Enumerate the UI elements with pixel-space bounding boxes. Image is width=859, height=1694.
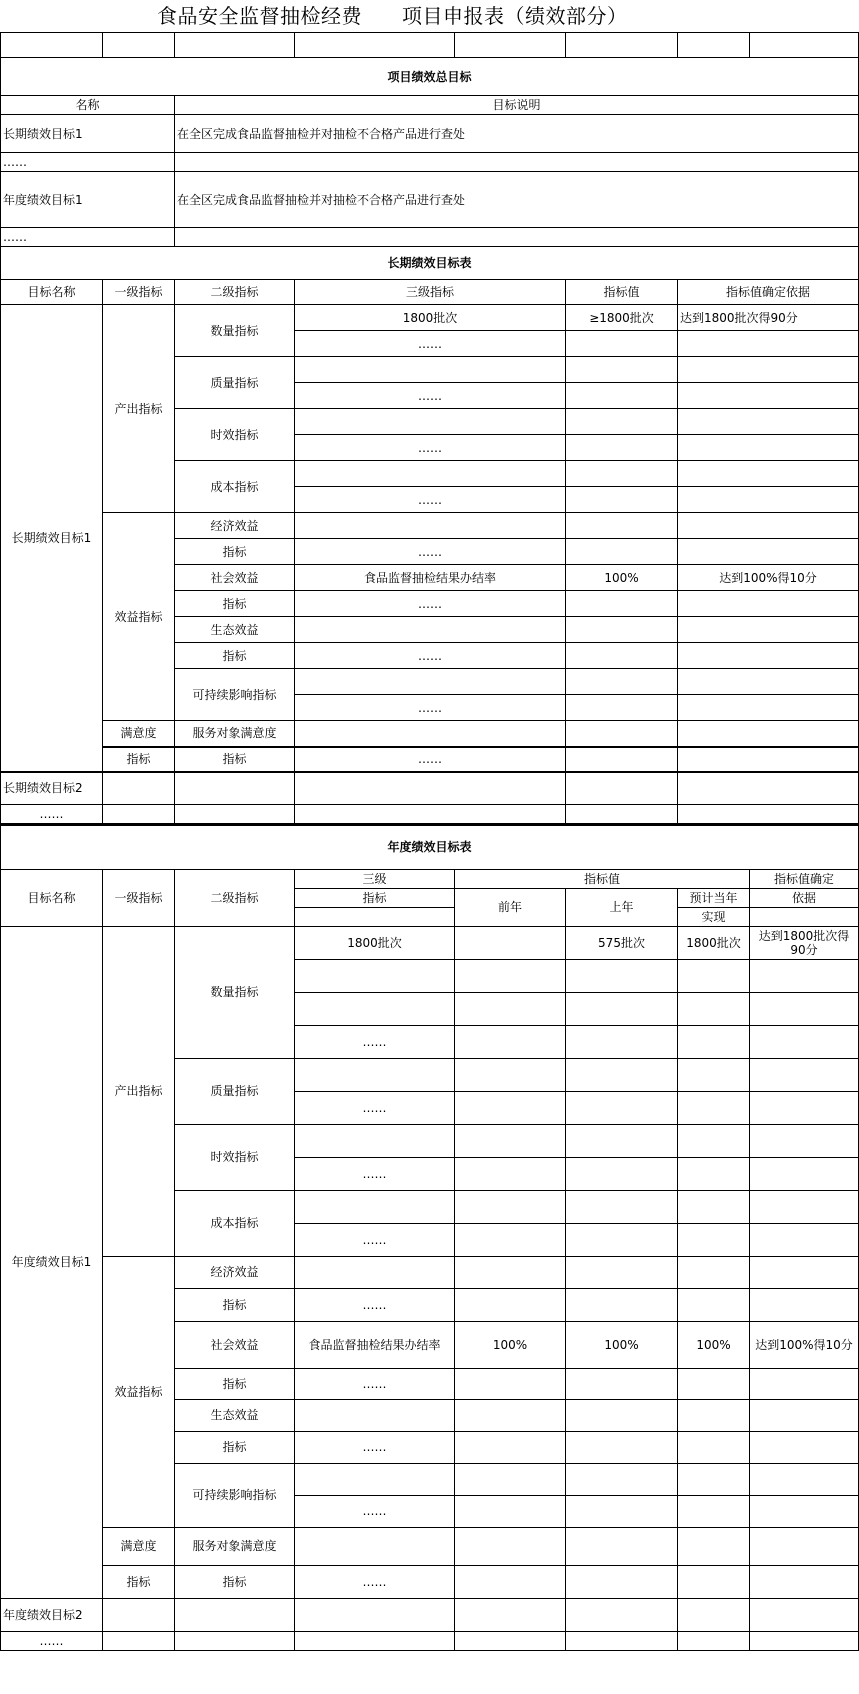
an-indicator: 指标 xyxy=(103,1565,175,1598)
longterm-section-title: 长期绩效目标表 xyxy=(1,247,859,280)
an-quantity-label: 数量指标 xyxy=(175,926,295,1058)
summary-row-name: …… xyxy=(1,228,175,247)
lt-quantity-value: ≥1800批次 xyxy=(566,305,678,331)
an-ellipsis: …… xyxy=(295,1025,455,1058)
an-indicator: 指标 xyxy=(175,1431,295,1463)
lt-output-label: 产出指标 xyxy=(103,305,175,513)
an-quality-label: 质量指标 xyxy=(175,1058,295,1124)
an-social-prev2: 100% xyxy=(455,1321,566,1368)
lt-ellipsis: …… xyxy=(295,331,566,357)
an-ellipsis: …… xyxy=(295,1431,455,1463)
an-ellipsis: …… xyxy=(295,1091,455,1124)
an-ellipsis: …… xyxy=(295,1368,455,1399)
lt-ellipsis: …… xyxy=(295,591,566,617)
lt-indicator: 指标 xyxy=(103,747,175,772)
summary-row-desc: 在全区完成食品监督抽检并对抽检不合格产品进行查处 xyxy=(175,172,859,228)
an-indicator: 指标 xyxy=(175,1368,295,1399)
summary-row xyxy=(1,228,859,247)
header-basis-top: 指标值确定 xyxy=(750,869,859,888)
lt-ellipsis: …… xyxy=(295,539,566,565)
lt-quantity-label: 数量指标 xyxy=(175,305,295,357)
lt-benefit-label: 效益指标 xyxy=(103,513,175,721)
lt-indicator: 指标 xyxy=(175,747,295,772)
annual-goal2: 年度绩效目标2 xyxy=(1,1598,103,1631)
an-ellipsis: …… xyxy=(295,1157,455,1190)
header-value: 指标值 xyxy=(566,280,678,305)
header-goal: 目标名称 xyxy=(1,280,103,305)
header-level2: 二级指标 xyxy=(175,280,295,305)
header-prev1: 上年 xyxy=(566,888,678,926)
page-title xyxy=(0,0,859,32)
lt-ellipsis: …… xyxy=(295,487,566,513)
an-quantity-l3: 1800批次 xyxy=(295,926,455,959)
lt-cost-label: 成本指标 xyxy=(175,461,295,513)
an-economic-label: 经济效益 xyxy=(175,1256,295,1288)
header-basis: 指标值确定依据 xyxy=(678,280,859,305)
header-goal: 目标名称 xyxy=(1,869,103,926)
annual-section-title: 年度绩效目标表 xyxy=(1,825,859,869)
lt-ecological-label: 生态效益 xyxy=(175,617,295,643)
an-service-satisfaction: 服务对象满意度 xyxy=(175,1527,295,1565)
title-part1: 食品安全监督抽检经费 xyxy=(157,4,362,28)
annual-header-row xyxy=(1,869,859,888)
upper-table xyxy=(0,32,859,824)
longterm-goal1: 长期绩效目标1 xyxy=(1,305,103,772)
header-curr-bottom: 实现 xyxy=(678,907,750,926)
an-social-curr: 100% xyxy=(678,1321,750,1368)
an-quantity-basis: 达到1800批次得90分 xyxy=(750,926,859,959)
an-cost-label: 成本指标 xyxy=(175,1190,295,1256)
an-benefit-label: 效益指标 xyxy=(103,1256,175,1527)
lt-quality-label: 质量指标 xyxy=(175,357,295,409)
an-satisfaction-label: 满意度 xyxy=(103,1527,175,1565)
summary-row xyxy=(1,115,859,153)
header-prev2: 前年 xyxy=(455,888,566,926)
lt-social-basis: 达到100%得10分 xyxy=(678,565,859,591)
an-quantity-prev1: 575批次 xyxy=(566,926,678,959)
lt-social-value: 100% xyxy=(566,565,678,591)
summary-row xyxy=(1,153,859,172)
header-level3-bottom: 指标 xyxy=(295,888,455,907)
summary-row xyxy=(1,172,859,228)
longterm-goal2: 长期绩效目标2 xyxy=(1,772,103,805)
lt-timeliness-label: 时效指标 xyxy=(175,409,295,461)
an-ellipsis: …… xyxy=(295,1565,455,1598)
an-sustainable-label: 可持续影响指标 xyxy=(175,1463,295,1527)
lt-ellipsis: …… xyxy=(295,383,566,409)
lt-quantity-l3: 1800批次 xyxy=(295,305,566,331)
an-ellipsis: …… xyxy=(295,1288,455,1321)
lt-ellipsis: …… xyxy=(295,747,566,772)
lt-indicator: 指标 xyxy=(175,591,295,617)
summary-section-title: 项目绩效总目标 xyxy=(1,58,859,96)
an-social-label: 社会效益 xyxy=(175,1321,295,1368)
longterm-header-row xyxy=(1,280,859,305)
summary-col-desc: 目标说明 xyxy=(175,96,859,115)
an-indicator: 指标 xyxy=(175,1288,295,1321)
summary-row-desc xyxy=(175,228,859,247)
header-level3: 三级指标 xyxy=(295,280,566,305)
header-level1: 一级指标 xyxy=(103,869,175,926)
an-indicator: 指标 xyxy=(175,1565,295,1598)
annual-table xyxy=(0,824,859,1651)
header-value: 指标值 xyxy=(455,869,750,888)
lt-social-l3: 食品监督抽检结果办结率 xyxy=(295,565,566,591)
summary-row-name: 年度绩效目标1 xyxy=(1,172,175,228)
an-quantity-curr: 1800批次 xyxy=(678,926,750,959)
lt-quantity-basis: 达到1800批次得90分 xyxy=(678,305,859,331)
an-social-prev1: 100% xyxy=(566,1321,678,1368)
an-output-label: 产出指标 xyxy=(103,926,175,1256)
an-ecological-label: 生态效益 xyxy=(175,1399,295,1431)
an-ellipsis: …… xyxy=(1,1631,103,1650)
an-social-basis: 达到100%得10分 xyxy=(750,1321,859,1368)
lt-service-satisfaction: 服务对象满意度 xyxy=(175,721,295,747)
blank-header-row xyxy=(1,33,859,58)
header-basis-bottom: 依据 xyxy=(750,888,859,907)
lt-satisfaction-label: 满意度 xyxy=(103,721,175,747)
lt-indicator: 指标 xyxy=(175,643,295,669)
summary-row-desc: 在全区完成食品监督抽检并对抽检不合格产品进行查处 xyxy=(175,115,859,153)
lt-ellipsis: …… xyxy=(295,435,566,461)
lt-sustainable-label: 可持续影响指标 xyxy=(175,669,295,721)
lt-economic-label: 经济效益 xyxy=(175,513,295,539)
lt-social-label: 社会效益 xyxy=(175,565,295,591)
summary-col-name: 名称 xyxy=(1,96,175,115)
header-level2: 二级指标 xyxy=(175,869,295,926)
lt-ellipsis: …… xyxy=(1,805,103,824)
summary-row-desc xyxy=(175,153,859,172)
header-level1: 一级指标 xyxy=(103,280,175,305)
header-curr-top: 预计当年 xyxy=(678,888,750,907)
summary-row-name: 长期绩效目标1 xyxy=(1,115,175,153)
lt-ellipsis: …… xyxy=(295,695,566,721)
an-ellipsis: …… xyxy=(295,1223,455,1256)
annual-goal1: 年度绩效目标1 xyxy=(1,926,103,1598)
lt-indicator: 指标 xyxy=(175,539,295,565)
an-ellipsis: …… xyxy=(295,1495,455,1527)
an-social-l3: 食品监督抽检结果办结率 xyxy=(295,1321,455,1368)
header-level3-top: 三级 xyxy=(295,869,455,888)
title-part2: 项目申报表（绩效部分） xyxy=(402,4,628,28)
lt-ellipsis: …… xyxy=(295,643,566,669)
summary-row-name: …… xyxy=(1,153,175,172)
an-timeliness-label: 时效指标 xyxy=(175,1124,295,1190)
